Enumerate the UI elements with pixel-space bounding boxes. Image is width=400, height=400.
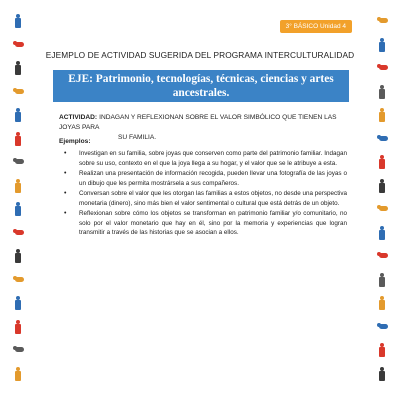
activity-text-line2: SU FAMILIA.	[118, 134, 157, 141]
eje-title-line2: ancestrales.	[172, 86, 230, 99]
examples-list	[59, 149, 347, 239]
person-figure-icon	[376, 367, 388, 381]
eje-banner	[53, 70, 349, 102]
person-figure-icon	[12, 320, 24, 334]
person-figure-icon	[12, 61, 24, 75]
animal-figure-icon	[376, 14, 388, 28]
person-figure-icon	[12, 367, 24, 381]
person-figure-icon	[376, 273, 388, 287]
person-figure-icon	[12, 14, 24, 28]
bullet-icon: •	[64, 170, 67, 177]
person-figure-icon	[12, 296, 24, 310]
bullet-icon: •	[64, 210, 67, 217]
animal-figure-icon	[12, 343, 24, 357]
person-figure-icon	[12, 202, 24, 216]
person-figure-icon	[12, 249, 24, 263]
person-figure-icon	[12, 132, 24, 146]
eje-title-line1: EJE: Patrimonio, tecnologías, técnicas, ciencias y artes	[68, 73, 334, 85]
person-figure-icon	[376, 226, 388, 240]
list-item	[59, 189, 347, 208]
person-figure-icon	[376, 38, 388, 52]
animal-figure-icon	[12, 226, 24, 240]
person-figure-icon	[376, 179, 388, 193]
person-figure-icon	[12, 179, 24, 193]
activity-text-line1: INDAGAN Y REFLEXIONAN SOBRE EL VALOR SIMBÓLICO QUE TIENEN LAS JOYAS PARA	[59, 114, 337, 131]
person-figure-icon	[376, 343, 388, 357]
right-decorative-border	[371, 14, 393, 394]
example-text: Conversan sobre el valor que les otorgan las familias a estos objetos, no desde una perspectiva monetaria (dinero), sino más bien el valor sentimental o cultural que está detrás de un objeto.	[79, 190, 347, 207]
person-figure-icon	[376, 108, 388, 122]
animal-figure-icon	[376, 249, 388, 263]
animal-figure-icon	[12, 273, 24, 287]
list-item	[59, 209, 347, 238]
person-figure-icon	[376, 155, 388, 169]
animal-figure-icon	[12, 155, 24, 169]
animal-figure-icon	[376, 61, 388, 75]
bullet-icon: •	[64, 150, 67, 157]
unit-badge: 3° BÁSICO Unidad 4	[280, 20, 352, 33]
activity-label: ACTIVIDAD:	[59, 114, 98, 121]
activity-block	[59, 113, 359, 143]
person-figure-icon	[12, 108, 24, 122]
examples-label: Ejemplos:	[59, 138, 91, 145]
person-figure-icon	[376, 296, 388, 310]
example-text: Realizan una presentación de información recogida, pueden llevar una fotografía de las joyas o un dibujo que les permita mostrársela a sus compañeros.	[79, 170, 347, 187]
example-text: Reflexionan sobre cómo los objetos se transforman en patrimonio familiar y/o comunitario, no solo por el valor monetario que hay en él, sino por la memoria y experiencias que logran transmitir a través de las historias que se asocian a ellos.	[79, 210, 347, 236]
animal-figure-icon	[376, 320, 388, 334]
page-title: EJEMPLO DE ACTIVIDAD SUGERIDA DEL PROGRAMA INTERCULTURALIDAD	[45, 50, 355, 60]
animal-figure-icon	[376, 202, 388, 216]
person-figure-icon	[376, 85, 388, 99]
animal-figure-icon	[376, 132, 388, 146]
list-item	[59, 169, 347, 188]
list-item	[59, 149, 347, 168]
example-text: Investigan en su familia, sobre joyas que conserven como parte del patrimonio familiar. Indagan sobre su uso, contexto en el que la joya llega a su hogar, y el valor que se le atribuye a esta.	[79, 150, 347, 167]
animal-figure-icon	[12, 38, 24, 52]
animal-figure-icon	[12, 85, 24, 99]
bullet-icon: •	[64, 190, 67, 197]
left-decorative-border	[7, 14, 29, 394]
